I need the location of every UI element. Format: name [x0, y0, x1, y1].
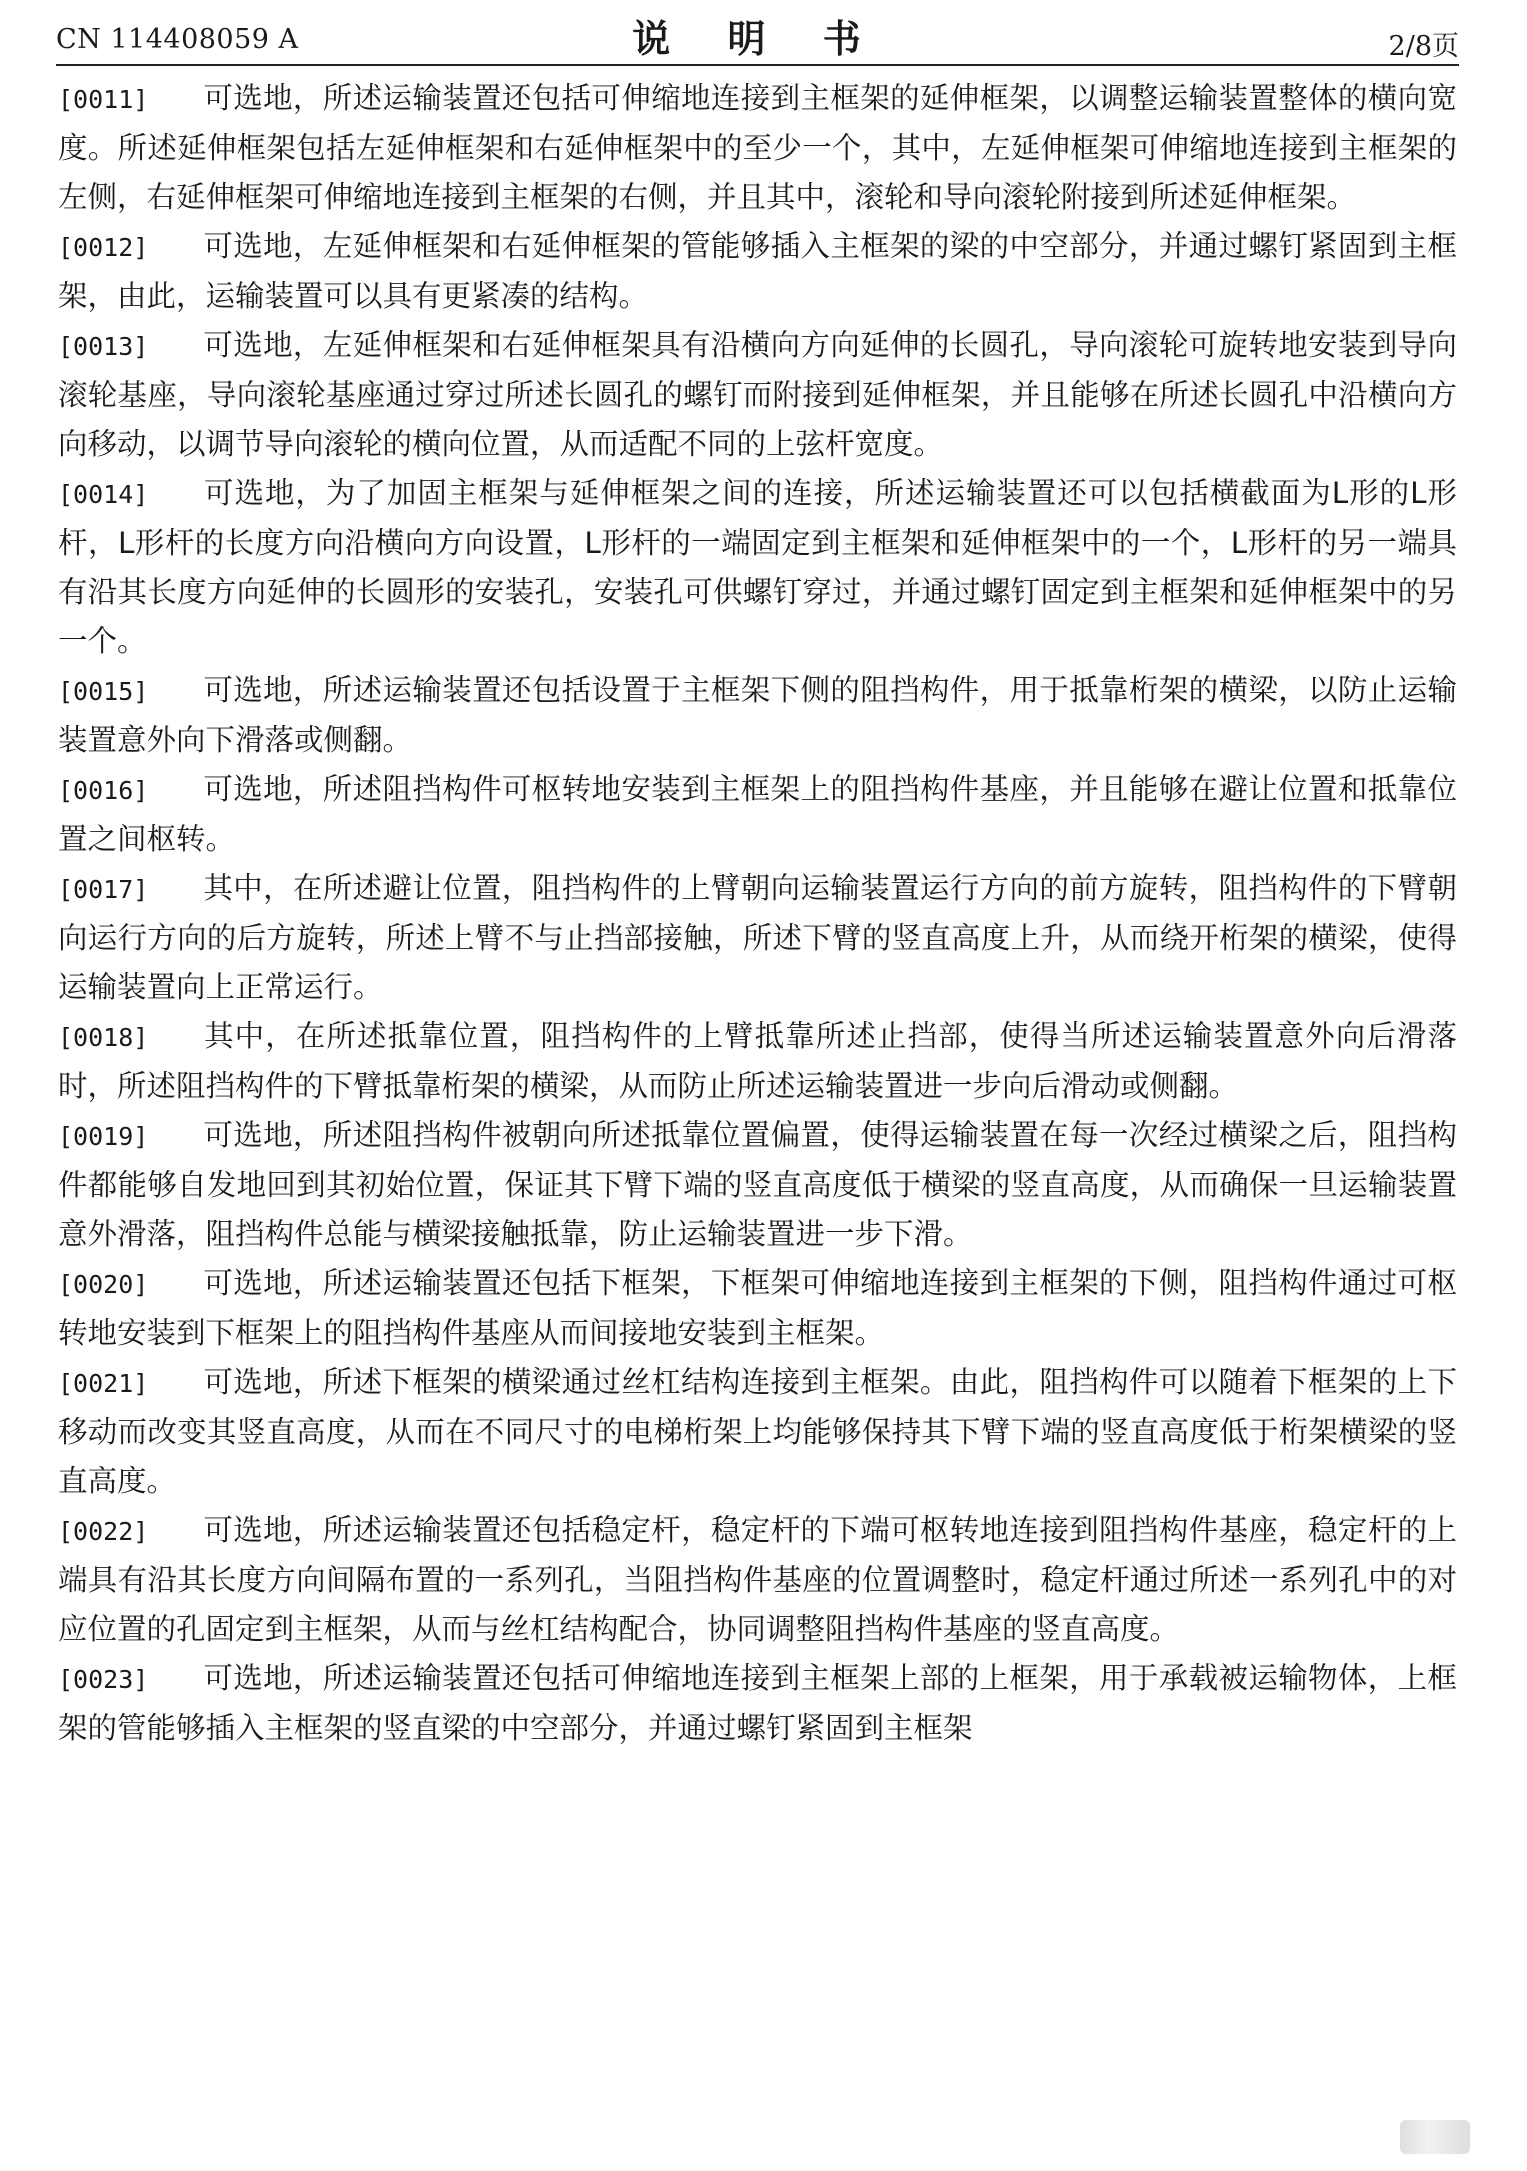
paragraph-text: 可选地，所述运输装置还包括下框架，下框架可伸缩地连接到主框架的下侧，阻挡构件通过可枢转地安装到下框架上的阻挡构件基座从而间接地安装到主框架。: [58, 1266, 1457, 1350]
paragraph-text: 可选地，所述运输装置还包括设置于主框架下侧的阻挡构件，用于抵靠桁架的横梁，以防止运输装置意外向下滑落或侧翻。: [58, 673, 1457, 757]
document-body: [58, 74, 1457, 1753]
paragraph-0023: [58, 1654, 1457, 1753]
paragraph-text: 可选地，所述阻挡构件被朝向所述抵靠位置偏置，使得运输装置在每一次经过横梁之后，阻挡构件都能够自发地回到其初始位置，保证其下臂下端的竖直高度低于横梁的竖直高度，从而确保一旦运输装置意外滑落，阻挡构件总能与横梁接触抵靠，防止运输装置进一步下滑。: [58, 1118, 1457, 1251]
paragraph-number: [0017]: [58, 875, 149, 904]
paragraph-text: 其中，在所述抵靠位置，阻挡构件的上臂抵靠所述止挡部，使得当所述运输装置意外向后滑落时，所述阻挡构件的下臂抵靠桁架的横梁，从而防止所述运输装置进一步向后滑动或侧翻。: [58, 1019, 1457, 1103]
paragraph-number: [0021]: [58, 1369, 149, 1398]
paragraph-number: [0023]: [58, 1665, 149, 1694]
paragraph-text: 可选地，为了加固主框架与延伸框架之间的连接，所述运输装置还可以包括横截面为L形的L形杆，L形杆的长度方向沿横向方向设置，L形杆的一端固定到主框架和延伸框架中的一个，L形杆的另一端具有沿其长度方向延伸的长圆形的安装孔，安装孔可供螺钉穿过，并通过螺钉固定到主框架和延伸框架中的另一个。: [58, 476, 1457, 658]
paragraph-0016: [58, 765, 1457, 864]
paragraph-0021: [58, 1358, 1457, 1506]
paragraph-0015: [58, 666, 1457, 765]
paragraph-0017: [58, 864, 1457, 1012]
paragraph-0013: [58, 321, 1457, 469]
page-indicator: 2/8页: [1388, 31, 1459, 62]
paragraph-number: [0020]: [58, 1270, 149, 1299]
paragraph-0022: [58, 1506, 1457, 1654]
paragraph-number: [0011]: [58, 85, 149, 114]
paragraph-0019: [58, 1111, 1457, 1259]
paragraph-number: [0022]: [58, 1517, 149, 1546]
paragraph-number: [0019]: [58, 1122, 149, 1151]
paragraph-number: [0014]: [58, 480, 149, 509]
page-header: [56, 8, 1459, 62]
paragraph-text: 可选地，所述运输装置还包括可伸缩地连接到主框架上部的上框架，用于承载被运输物体，上框架的管能够插入主框架的竖直梁的中空部分，并通过螺钉紧固到主框架: [58, 1661, 1457, 1745]
paragraph-number: [0018]: [58, 1023, 149, 1052]
paragraph-text: 可选地，左延伸框架和右延伸框架的管能够插入主框架的梁的中空部分，并通过螺钉紧固到主框架，由此，运输装置可以具有更紧凑的结构。: [58, 229, 1457, 313]
paragraph-text: 可选地，所述下框架的横梁通过丝杠结构连接到主框架。由此，阻挡构件可以随着下框架的上下移动而改变其竖直高度，从而在不同尺寸的电梯桁架上均能够保持其下臂下端的竖直高度低于桁架横梁的竖直高度。: [58, 1365, 1457, 1498]
paragraph-number: [0012]: [58, 233, 149, 262]
paragraph-text: 可选地，所述运输装置还包括稳定杆，稳定杆的下端可枢转地连接到阻挡构件基座，稳定杆的上端具有沿其长度方向间隔布置的一系列孔，当阻挡构件基座的位置调整时，稳定杆通过所述一系列孔中的对应位置的孔固定到主框架，从而与丝杠结构配合，协同调整阻挡构件基座的竖直高度。: [58, 1513, 1457, 1646]
paragraph-0011: [58, 74, 1457, 222]
publication-number: CN 114408059 A: [56, 24, 299, 55]
paragraph-text: 可选地，左延伸框架和右延伸框架具有沿横向方向延伸的长圆孔，导向滚轮可旋转地安装到导向滚轮基座，导向滚轮基座通过穿过所述长圆孔的螺钉而附接到延伸框架，并且能够在所述长圆孔中沿横向方向移动，以调节导向滚轮的横向位置，从而适配不同的上弦杆宽度。: [58, 328, 1457, 461]
paragraph-0012: [58, 222, 1457, 321]
paragraph-0014: [58, 469, 1457, 666]
paragraph-0018: [58, 1012, 1457, 1111]
paragraph-text: 其中，在所述避让位置，阻挡构件的上臂朝向运输装置运行方向的前方旋转，阻挡构件的下臂朝向运行方向的后方旋转，所述上臂不与止挡部接触，所述下臂的竖直高度上升，从而绕开桁架的横梁，使得运输装置向上正常运行。: [58, 871, 1457, 1004]
paragraph-text: 可选地，所述运输装置还包括可伸缩地连接到主框架的延伸框架，以调整运输装置整体的横向宽度。所述延伸框架包括左延伸框架和右延伸框架中的至少一个，其中，左延伸框架可伸缩地连接到主框架的左侧，右延伸框架可伸缩地连接到主框架的右侧，并且其中，滚轮和导向滚轮附接到所述延伸框架。: [58, 81, 1457, 214]
header-divider: [56, 64, 1459, 66]
paragraph-text: 可选地，所述阻挡构件可枢转地安装到主框架上的阻挡构件基座，并且能够在避让位置和抵靠位置之间枢转。: [58, 772, 1457, 856]
paragraph-0020: [58, 1259, 1457, 1358]
paragraph-number: [0015]: [58, 677, 149, 706]
paragraph-number: [0016]: [58, 776, 149, 805]
document-title: 说 明 书: [632, 17, 883, 61]
paragraph-number: [0013]: [58, 332, 149, 361]
blurred-watermark: [1400, 2120, 1470, 2154]
